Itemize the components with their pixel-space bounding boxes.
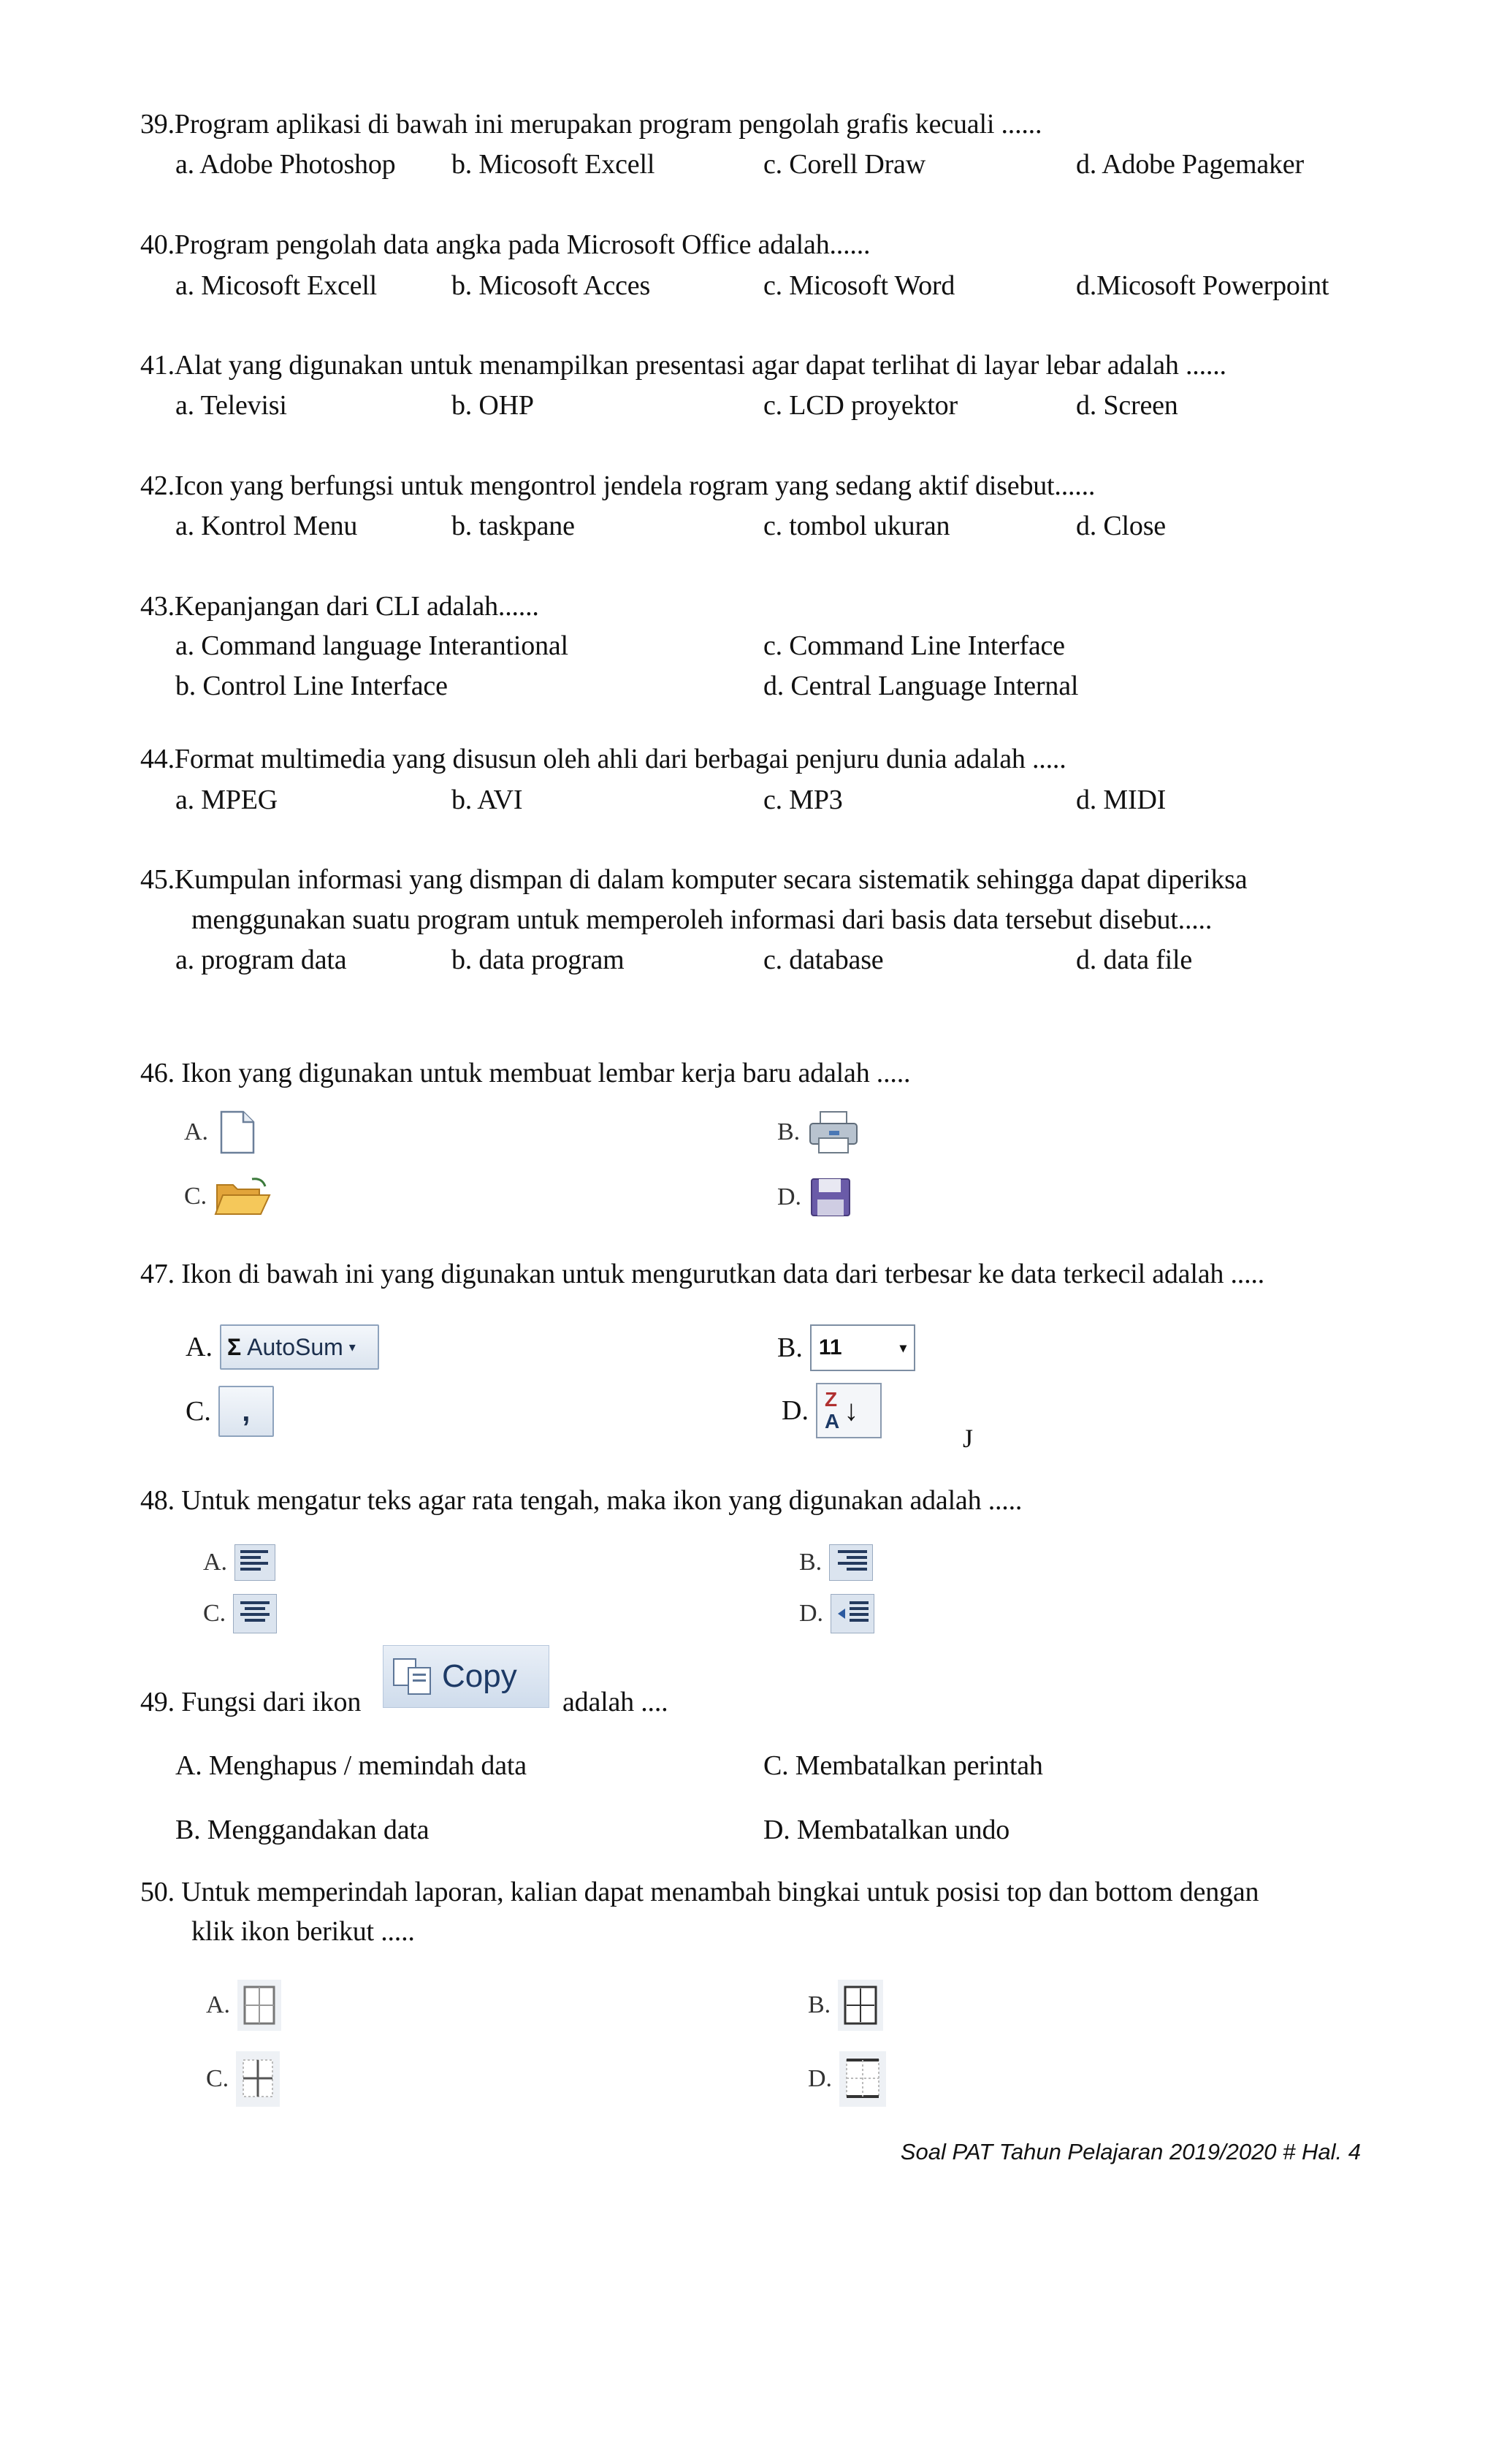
decrease-indent-icon: [831, 1594, 874, 1633]
page-footer: Soal PAT Tahun Pelajaran 2019/2020 # Hal. 4: [900, 2139, 1361, 2164]
question-40: 40.Program pengolah data angka pada Microsoft Office adalah......: [140, 229, 871, 260]
copy-label: Copy: [442, 1658, 517, 1694]
q49-option-c: C. Membatalkan perintah: [763, 1750, 1043, 1781]
new-document-icon: [215, 1109, 259, 1156]
q42-option-d: d. Close: [1076, 511, 1166, 541]
save-disk-icon: [809, 1176, 852, 1218]
q41-option-c: c. LCD proyektor: [763, 390, 958, 421]
option-label: B.: [799, 1549, 823, 1576]
q39-option-c: c. Corell Draw: [763, 149, 926, 180]
q39-option-b: b. Micosoft Excell: [451, 149, 655, 180]
q47-option-d: [782, 1383, 882, 1438]
q43-option-a: a. Command language Interantional: [175, 630, 568, 661]
q44-option-b: b. AVI: [451, 785, 523, 815]
option-label: B.: [777, 1332, 803, 1363]
q43-option-b: b. Control Line Interface: [175, 671, 448, 701]
question-47: 47. Ikon di bawah ini yang digunakan untuk mengurutkan data dari terbesar ke data terkecil adalah .....: [140, 1259, 1264, 1289]
chevron-down-icon: ▾: [348, 1339, 356, 1354]
copy-button-icon: [383, 1645, 549, 1708]
comma-style-icon: [218, 1386, 274, 1437]
q46-option-d: [777, 1176, 852, 1218]
question-50: 50. Untuk memperindah laporan, kalian dapat menambah bingkai untuk posisi top dan bottom dengan: [140, 1877, 1259, 1907]
sort-z-glyph: Z: [824, 1388, 838, 1411]
q40-option-b: b. Micosoft Acces: [451, 270, 651, 301]
q49-option-a: A. Menghapus / memindah data: [175, 1750, 527, 1781]
option-label: C.: [184, 1183, 207, 1210]
q46-option-c: [184, 1176, 272, 1217]
q41-option-b: b. OHP: [451, 390, 534, 421]
q48-option-b: [799, 1544, 873, 1581]
question-49: 49. Fungsi dari ikon: [140, 1687, 362, 1717]
q47-option-c: [186, 1386, 274, 1437]
q41-option-d: d. Screen: [1076, 390, 1178, 421]
q49-option-b: B. Menggandakan data: [175, 1815, 430, 1845]
sigma-icon: Σ: [226, 1333, 242, 1360]
option-label: D.: [799, 1600, 824, 1627]
question-48: 48. Untuk mengatur teks agar rata tengah, maka ikon yang digunakan adalah .....: [140, 1485, 1023, 1516]
border-inside-icon: [236, 2051, 280, 2107]
font-size-dropdown-icon: [810, 1324, 915, 1371]
q46-option-a: [184, 1109, 259, 1156]
align-center-icon: [233, 1594, 277, 1633]
option-label: A.: [184, 1118, 209, 1145]
q49-option-d: D. Membatalkan undo: [763, 1815, 1010, 1845]
q46-option-b: [777, 1109, 860, 1156]
font-size-value: 11: [818, 1335, 842, 1359]
q47-option-b: [777, 1324, 915, 1371]
q50-option-b: [808, 1980, 883, 2031]
q45-option-a: a. program data: [175, 945, 347, 975]
q40-option-a: a. Micosoft Excell: [175, 270, 378, 301]
copy-icon: [391, 1656, 439, 1697]
q47-option-a: [186, 1324, 379, 1370]
q40-option-d: d.Micosoft Powerpoint: [1076, 270, 1329, 301]
question-43: 43.Kepanjangan dari CLI adalah......: [140, 591, 539, 622]
q42-option-c: c. tombol ukuran: [763, 511, 950, 541]
border-top-bottom-icon: [839, 2051, 886, 2107]
q50-option-d: [808, 2051, 886, 2107]
chevron-down-icon: ▾: [899, 1340, 907, 1355]
align-right-icon: [829, 1544, 873, 1581]
open-folder-icon: [214, 1176, 272, 1217]
question-45: 45.Kumpulan informasi yang dismpan di dalam komputer secara sistematik sehingga dapat diperiksa: [140, 864, 1248, 895]
option-label: A.: [206, 1991, 231, 2018]
option-label: C.: [206, 2065, 229, 2092]
question-50-line2: klik ikon berikut .....: [191, 1916, 415, 1947]
q40-option-c: c. Micosoft Word: [763, 270, 955, 301]
q50-option-a: [206, 1980, 281, 2031]
question-39: 39.Program aplikasi di bawah ini merupakan program pengolah grafis kecuali ......: [140, 109, 1042, 140]
down-arrow-icon: ↓: [844, 1394, 859, 1427]
option-label: A.: [203, 1549, 228, 1576]
option-label: D.: [808, 2065, 833, 2092]
question-45-line2: menggunakan suatu program untuk memperoleh informasi dari basis data tersebut disebut.....: [191, 904, 1213, 935]
q44-option-d: d. MIDI: [1076, 785, 1167, 815]
comma-glyph: ,: [242, 1395, 251, 1427]
q41-option-a: a. Televisi: [175, 390, 287, 421]
autosum-label: AutoSum: [247, 1333, 343, 1360]
q45-option-c: c. database: [763, 945, 884, 975]
option-label: B.: [777, 1118, 801, 1145]
q48-option-d: [799, 1594, 874, 1633]
q45-option-b: b. data program: [451, 945, 625, 975]
question-46: 46. Ikon yang digunakan untuk membuat lembar kerja baru adalah .....: [140, 1058, 911, 1088]
q43-option-c: c. Command Line Interface: [763, 630, 1065, 661]
border-outside-icon: [838, 1980, 883, 2031]
align-left-icon: [234, 1544, 275, 1581]
option-label: D.: [782, 1395, 809, 1426]
sort-descending-icon: [816, 1383, 882, 1438]
q44-option-a: a. MPEG: [175, 785, 278, 815]
q48-option-a: [203, 1544, 275, 1581]
question-44: 44.Format multimedia yang disusun oleh ahli dari berbagai penjuru dunia adalah .....: [140, 744, 1066, 774]
q43-option-d: d. Central Language Internal: [763, 671, 1079, 701]
q39-option-a: a. Adobe Photoshop: [175, 149, 396, 180]
q39-option-d: d. Adobe Pagemaker: [1076, 149, 1304, 180]
option-label: B.: [808, 1991, 831, 2018]
q44-option-c: c. MP3: [763, 785, 843, 815]
q45-option-d: d. data file: [1076, 945, 1193, 975]
q50-option-c: [206, 2051, 280, 2107]
sort-a-glyph: A: [824, 1410, 840, 1433]
option-label: C.: [186, 1396, 211, 1427]
option-label: C.: [203, 1600, 226, 1627]
question-41: 41.Alat yang digunakan untuk menampilkan presentasi agar dapat terlihat di layar lebar adalah ......: [140, 350, 1226, 381]
option-label: A.: [186, 1332, 213, 1362]
q42-option-b: b. taskpane: [451, 511, 575, 541]
q42-option-a: a. Kontrol Menu: [175, 511, 358, 541]
question-42: 42.Icon yang berfungsi untuk mengontrol jendela rogram yang sedang aktif disebut......: [140, 470, 1096, 501]
q48-option-c: [203, 1594, 277, 1633]
autosum-button-icon: [220, 1324, 379, 1370]
border-all-icon: [237, 1980, 281, 2031]
stray-mark: J: [963, 1424, 974, 1453]
question-49-suffix: adalah ....: [562, 1687, 668, 1717]
printer-icon: [807, 1109, 860, 1156]
option-label: D.: [777, 1183, 802, 1210]
